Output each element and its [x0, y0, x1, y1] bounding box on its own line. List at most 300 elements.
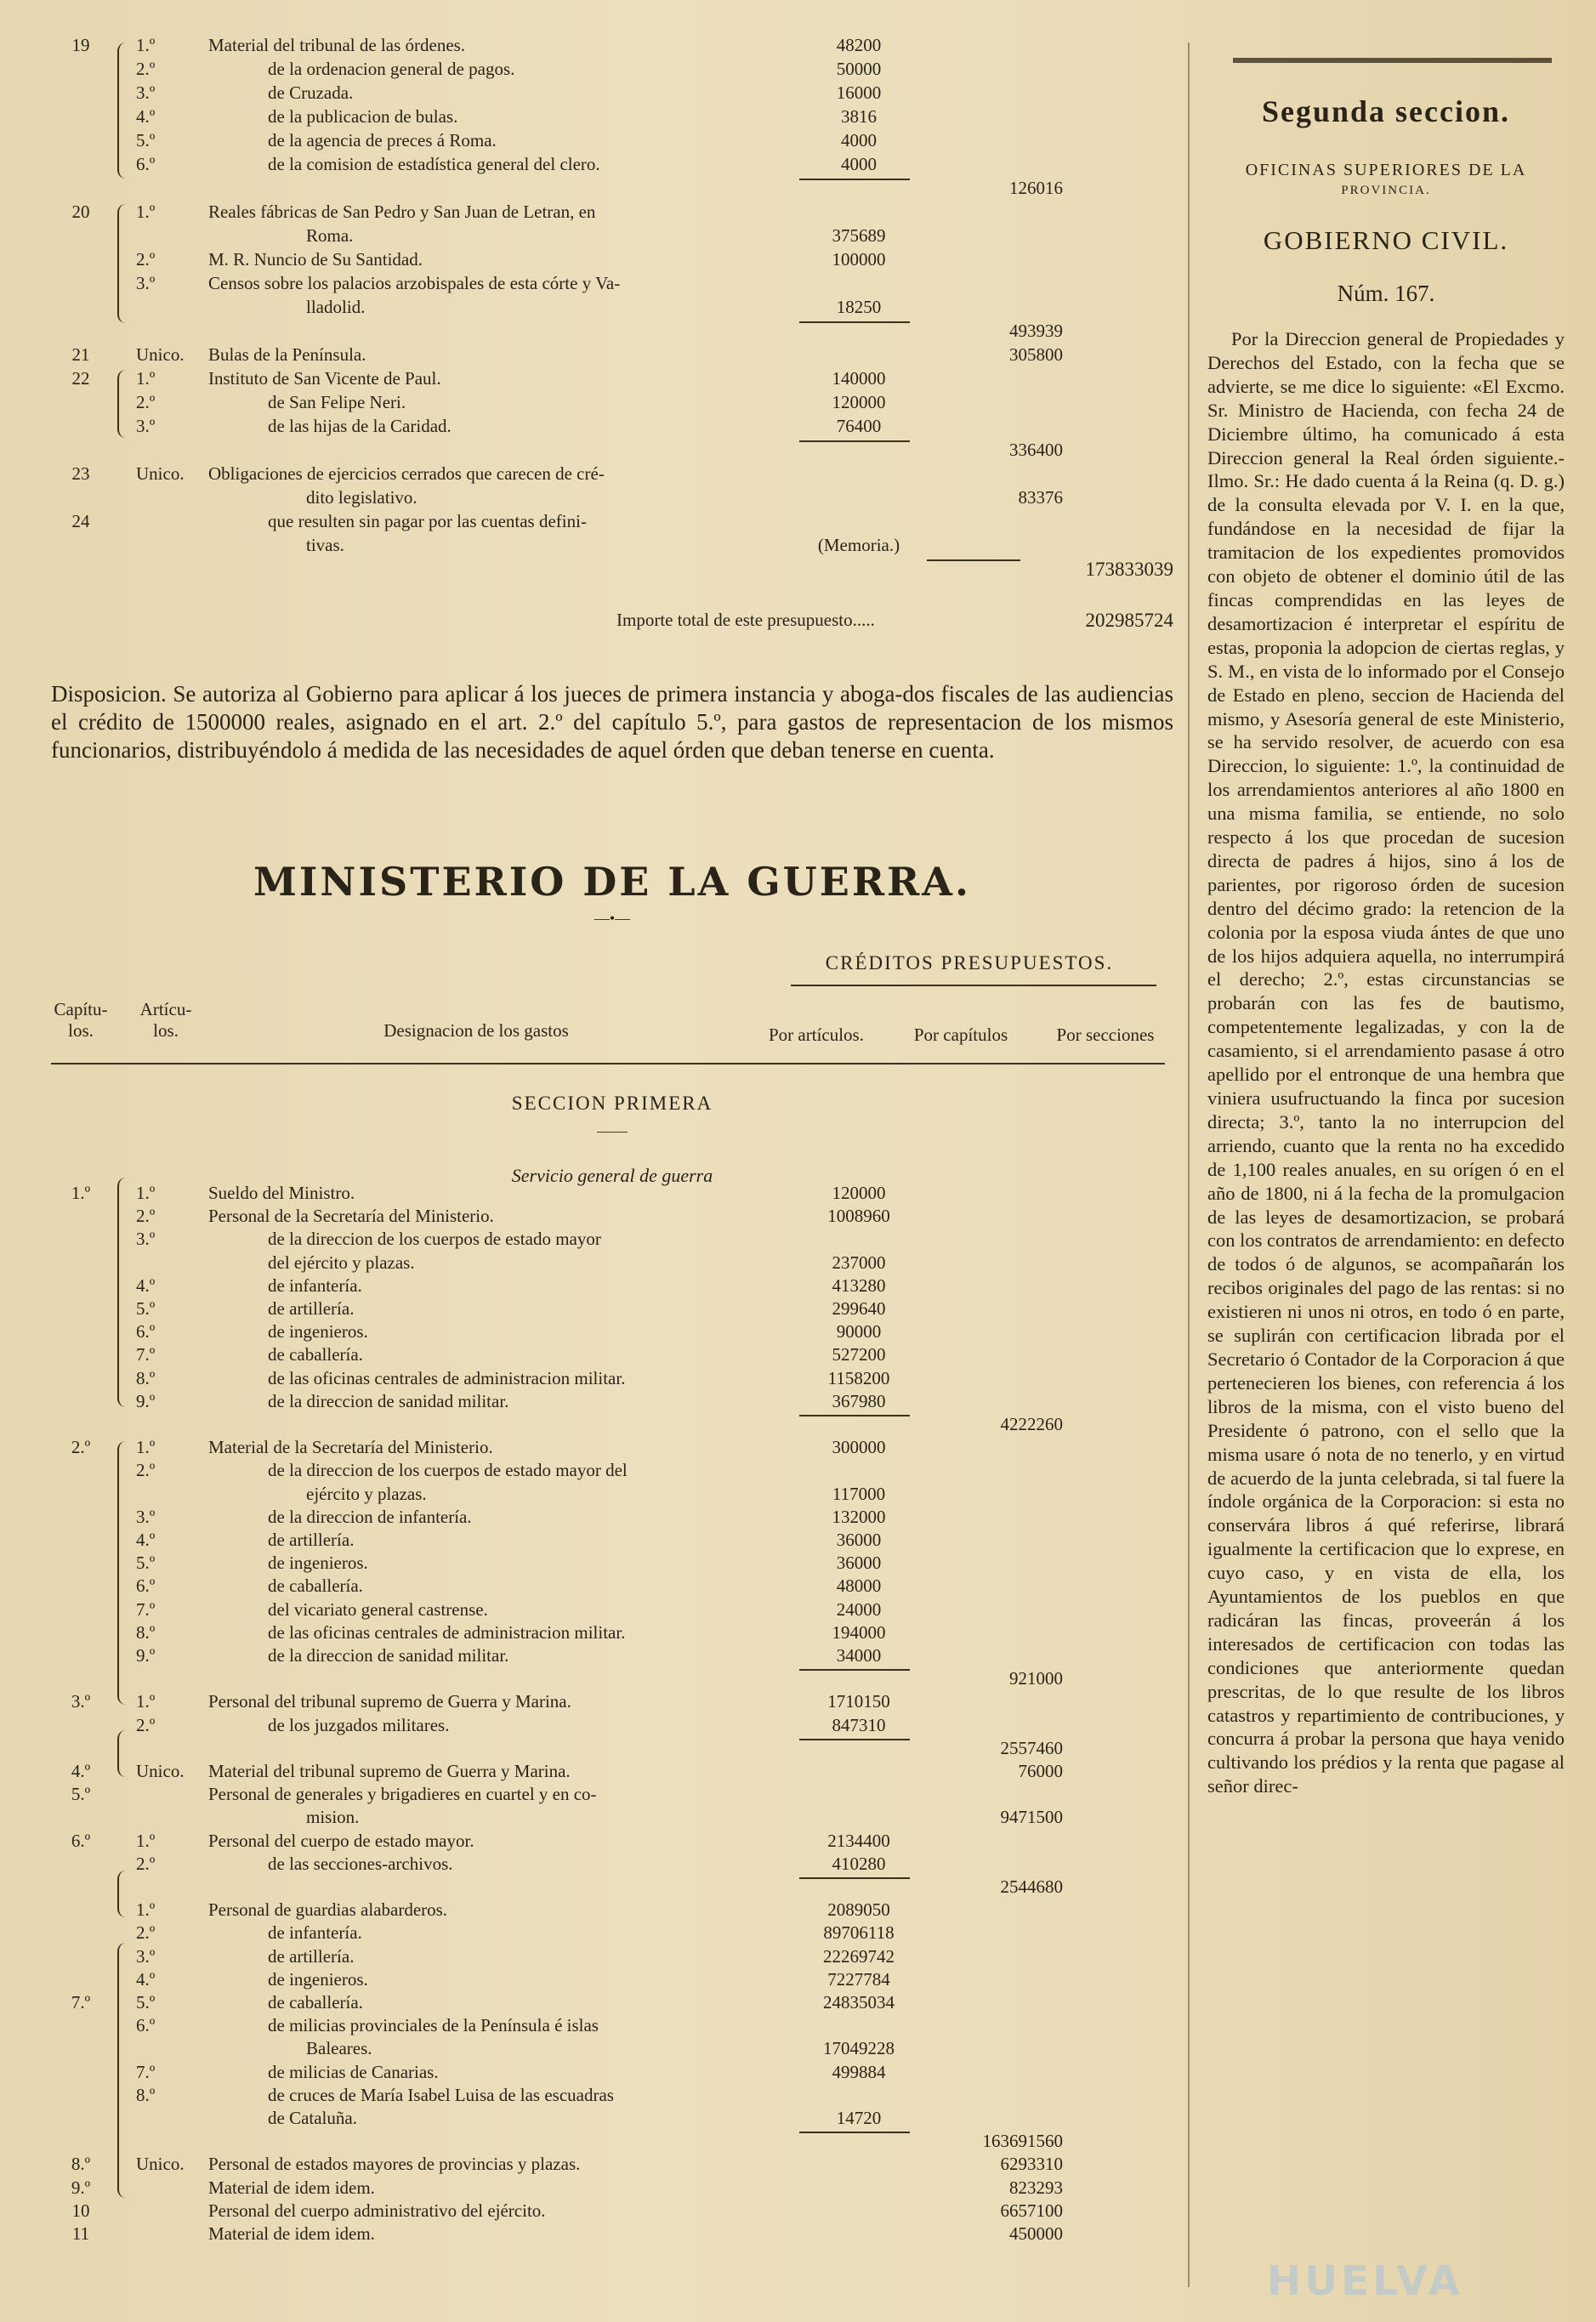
- designacion-cell: Material de idem idem.: [208, 2177, 375, 2198]
- section-subtitle: [1207, 157, 1565, 198]
- designacion-cell: de caballería.: [268, 1575, 363, 1597]
- brace-cap-2: [117, 1441, 131, 1705]
- capitulo-cell: 19: [71, 35, 90, 55]
- por-articulos-cell: 4000: [841, 154, 877, 174]
- budget-row: [51, 1182, 1173, 1205]
- designacion-cell: Baleares.: [306, 2038, 372, 2059]
- articulo-cell: 5.º: [136, 1298, 156, 1319]
- capitulo-cell: 10: [71, 2200, 90, 2221]
- articulo-cell: 1.º: [136, 35, 156, 55]
- decree-text: Por la Direccion general de Propiedades y Derechos del Estado, con la fecha que se advierte, se me dice lo siguiente: «El Excmo. Sr. Ministro de Hacienda, con fecha 24 de Diciembre último, ha comunicado á esta Direccion general la Real órden siguiente.-Ilmo. Sr.: He dado cuenta á la Reina (q. D. g.) de la consulta elevada por V. I. en la que, fundándose en la necesidad de fijar la tramitacion de los expedientes promovidos con objeto de obtener el dominio útil de las fincas comprendidas en las leyes de desamortizacion é interpretar el espíritu de estas, proponia la adopcion de ciertas reglas, y S. M., en vista de lo informado por el Consejo de Estado en pleno, seccion de Hacienda del mismo, y Asesoría general de este Ministerio, se ha servido resolver, de acuerdo con esa Direccion, lo siguiente: 1.º, la continuidad de los arrendamientos anteriores al año 1800 en una misma familia, se entiende, no solo respecto á los que procedan de sucesion directa de padres á hijos, sino á los de parientes, por rigoroso órden de sucesion dentro del décimo grado: la retencion de la colonia por la esposa viuda ántes de que uno de los hijos adquiera aquella, no interrumpirá el derecho; 2.º, estas circunstancias se probarán con las fes de bautismo, competentemente legalizadas, y con la de casamiento, si el arrendamiento pasase á otro apellido por el entronque de una hembra que viniera usufructuando la finca por sucesion directa; 3.º, tanto la no interrupcion del arriendo, cuanto que la renta no ha excedido de 1,100 reales anuales, en su orígen ó en el año de 1800, ni á la fecha de la promulgacion de las leyes de desamortizacion, se probará con los contratos de arrendamiento: en defecto de todos ó de algunos, se acompañarán los recibos originales del pago de las rentas: si no existieren ni unos ni otros, en todo ó en parte, se suplirán con certificacion librada por el Secretario ó Contador de la Corporacion á que pertenecieren los bienes, con referencia á los libros de la misma, con el visto bueno del Presidente ó patrono, con el sello que la misma usare ó nota de no tenerlo, y en virtud de acuerdo de la junta celebrada, si tal fuere la índole orgánica de la Corporacion: si esta no conservára libros á qué referirse, librará igualmente la certificacion que lo exprese, en cuyo caso, y en vista de ella, los Ayuntamientos de los pueblos en que radicáran las fincas, proveerán á los interesados de certificacion con todas las condiciones que anteriormente quedan prescritas, de lo que resulte de los libros catastros y repartimiento de contribuciones, y concurra á probar la persona que haya venido cultivando los prédios y la renta que pagase al señor direc-: [1207, 328, 1565, 1797]
- designacion-cell: Material de la Secretaría del Ministerio.: [208, 1437, 493, 1458]
- articulo-cell: 5.º: [136, 130, 156, 150]
- subtitle-line-1: OFICINAS SUPERIORES DE LA: [1245, 161, 1527, 179]
- subtotal-rule: [799, 1739, 910, 1740]
- designacion-cell: Instituto de San Vicente de Paul.: [208, 368, 441, 389]
- designacion-cell: de la direccion de los cuerpos de estado mayor: [268, 1229, 601, 1250]
- por-articulos-cell: 90000: [836, 1321, 882, 1343]
- capitulo-cell: 9.º: [71, 2177, 91, 2198]
- ministry-title: MINISTERIO DE LA GUERRA.: [253, 859, 971, 905]
- articulo-cell: Unico.: [136, 463, 185, 484]
- articulo-cell: 2.º: [136, 1853, 156, 1874]
- capitulo-cell: 2.º: [71, 1437, 91, 1458]
- designacion-cell: Personal del cuerpo de estado mayor.: [208, 1830, 474, 1851]
- articulo-cell: Unico.: [136, 1761, 185, 1781]
- designacion-cell: Personal del cuerpo administrativo del ejército.: [208, 2200, 546, 2221]
- por-articulos-cell: 48200: [836, 35, 882, 55]
- por-articulos-cell: 22269742: [823, 1945, 895, 1967]
- budget-row: [51, 1783, 1173, 1806]
- articulo-cell: 8.º: [136, 1621, 156, 1643]
- por-capitulos-cell: 4222260: [1000, 1414, 1063, 1434]
- por-capitulos-cell: 2544680: [1000, 1876, 1063, 1897]
- por-articulos-cell: 16000: [836, 82, 882, 103]
- budget-row: [51, 1529, 1173, 1552]
- designacion-cell: de la direccion de sanidad militar.: [268, 1390, 509, 1411]
- budget-row: [51, 1275, 1173, 1297]
- budget-row: [51, 1390, 1173, 1413]
- designacion-cell: tivas.: [306, 535, 344, 555]
- budget-row: [51, 343, 1173, 366]
- articulo-cell: 4.º: [136, 1968, 156, 1990]
- articulo-cell: 3.º: [136, 1229, 156, 1250]
- por-capitulos-cell: 450000: [1009, 2223, 1063, 2244]
- designacion-cell: del ejército y plazas.: [268, 1252, 415, 1273]
- budget-row: [51, 1945, 1173, 1968]
- capitulo-cell: 4.º: [71, 1761, 91, 1781]
- budget-row: [51, 2153, 1173, 2176]
- budget-row: [51, 1644, 1173, 1667]
- designacion-cell: mision.: [306, 1807, 360, 1828]
- budget-row: [51, 34, 1173, 57]
- articulo-cell: 1.º: [136, 1183, 156, 1203]
- designacion-cell: de los juzgados militares.: [268, 1714, 450, 1735]
- designacion-cell: de ingenieros.: [268, 1321, 368, 1343]
- budget-row: [51, 1483, 1173, 1506]
- subtotal-rule: [927, 559, 1020, 561]
- budget-row: [51, 153, 1173, 176]
- articulo-cell: 4.º: [136, 1530, 156, 1550]
- por-capitulos-cell: 305800: [1009, 344, 1063, 365]
- budget-row: [51, 439, 1173, 462]
- articulo-cell: 8.º: [136, 1367, 156, 1388]
- brace-cap-7: [117, 1943, 131, 2198]
- designacion-cell: Material del tribunal de las órdenes.: [208, 35, 466, 55]
- budget-row: [51, 391, 1173, 414]
- budget-row: [51, 1413, 1173, 1436]
- budget-row: [51, 2107, 1173, 2130]
- capitulo-cell: 22: [71, 368, 90, 389]
- header-por-articulos: Por artículos.: [769, 1025, 864, 1045]
- designacion-cell: de la agencia de preces á Roma.: [268, 130, 497, 150]
- designacion-cell: de las oficinas centrales de administracion militar.: [268, 1621, 626, 1643]
- designacion-cell: de infantería.: [268, 1275, 362, 1296]
- por-articulos-cell: 36000: [836, 1553, 882, 1574]
- articulo-cell: Unico.: [136, 2154, 185, 2175]
- seccion-divider: ——: [597, 1122, 628, 1139]
- creditos-header: CRÉDITOS PRESUPUESTOS.: [825, 952, 1114, 974]
- budget-row: [51, 105, 1173, 128]
- budget-row: [51, 1228, 1173, 1251]
- capitulo-cell: 3.º: [71, 1691, 91, 1712]
- articulo-cell: 7.º: [136, 1598, 156, 1620]
- capitulo-cell: 5.º: [71, 1784, 91, 1805]
- articulo-cell: 4.º: [136, 1275, 156, 1296]
- brace-cap-1: [117, 1178, 131, 1407]
- por-capitulos-cell: 336400: [1009, 440, 1063, 460]
- budget-row: [51, 1806, 1173, 1829]
- por-articulos-cell: 413280: [832, 1275, 886, 1296]
- ornament-divider: —•—: [594, 910, 631, 927]
- designacion-cell: de artillería.: [268, 1298, 355, 1319]
- designacion-cell: de milicias provinciales de la Península é islas: [268, 2015, 599, 2036]
- subtotal-rule: [799, 1877, 910, 1879]
- por-articulos-cell: 89706118: [823, 1922, 895, 1944]
- budget-row: [51, 2061, 1173, 2084]
- por-articulos-cell: 4000: [841, 130, 877, 150]
- budget-row: [51, 1506, 1173, 1529]
- budget-row: [51, 201, 1173, 224]
- por-capitulos-cell: 2557460: [1000, 1737, 1063, 1758]
- por-articulos-cell: 527200: [832, 1344, 886, 1365]
- importe-value: 202985724: [1085, 610, 1173, 631]
- brace-cap-6: [117, 1871, 131, 1917]
- capitulo-cell: 11: [71, 2223, 90, 2244]
- capitulo-cell: 20: [71, 202, 90, 222]
- designacion-cell: ejército y plazas.: [306, 1483, 427, 1504]
- budget-row: [51, 1205, 1173, 1228]
- articulo-cell: 2.º: [136, 392, 156, 412]
- budget-row: [51, 510, 1173, 533]
- designacion-cell: de la direccion de los cuerpos de estado mayor del: [268, 1460, 628, 1481]
- por-capitulos-cell: 83376: [1018, 487, 1063, 508]
- articulo-cell: 7.º: [136, 2061, 156, 2082]
- por-capitulos-cell: 493939: [1009, 321, 1063, 341]
- budget-row: [51, 1876, 1173, 1899]
- articulo-cell: 3.º: [136, 1506, 156, 1527]
- por-articulos-cell: 299640: [832, 1298, 886, 1319]
- articulo-cell: 6.º: [136, 1575, 156, 1597]
- budget-row: [51, 1760, 1173, 1783]
- budget-row: [51, 248, 1173, 271]
- decree-body: [1207, 327, 1565, 1798]
- budget-row: [51, 1922, 1173, 1944]
- articulo-cell: 4.º: [136, 106, 156, 127]
- designacion-cell: Material de idem idem.: [208, 2223, 375, 2244]
- articulo-cell: 2.º: [136, 1714, 156, 1735]
- brace-cap-3: [117, 1730, 131, 1777]
- header-top-rule: [791, 985, 1156, 986]
- budget-row: [51, 1598, 1173, 1621]
- por-articulos-cell: 48000: [836, 1575, 882, 1597]
- por-articulos-cell: 300000: [832, 1437, 886, 1458]
- por-articulos-cell: 2134400: [827, 1830, 890, 1851]
- articulo-cell: 3.º: [136, 273, 156, 293]
- articulo-cell: 1.º: [136, 1830, 156, 1851]
- por-articulos-cell: 24000: [836, 1598, 882, 1620]
- budget-row: [51, 1853, 1173, 1876]
- budget-row: [51, 1459, 1173, 1482]
- por-articulos-cell: 18250: [836, 297, 882, 317]
- por-capitulos-cell: 126016: [1009, 178, 1063, 198]
- designacion-cell: Roma.: [306, 225, 354, 246]
- por-capitulos-cell: 921000: [1009, 1668, 1063, 1689]
- budget-row: [51, 1667, 1173, 1690]
- por-capitulos-cell: 76000: [1018, 1761, 1063, 1781]
- budget-row: [51, 177, 1173, 200]
- por-capitulos-cell: 823293: [1009, 2177, 1063, 2198]
- budget-row: [51, 558, 1173, 581]
- capitulo-cell: 23: [71, 463, 90, 484]
- designacion-cell: Censos sobre los palacios arzobispales de esta córte y Va-: [208, 273, 621, 293]
- por-articulos-cell: 3816: [841, 106, 877, 127]
- designacion-cell: Personal del tribunal supremo de Guerra y Marina.: [208, 1691, 571, 1712]
- budget-row: [51, 1252, 1173, 1275]
- articulo-cell: 6.º: [136, 154, 156, 174]
- articulo-cell: 3.º: [136, 1945, 156, 1967]
- designacion-cell: Personal de la Secretaría del Ministerio.: [208, 1206, 494, 1227]
- designacion-cell: Bulas de la Península.: [208, 344, 366, 365]
- designacion-cell: de la direccion de infantería.: [268, 1506, 472, 1527]
- por-articulos-cell: 76400: [836, 416, 882, 436]
- designacion-cell: de San Felipe Neri.: [268, 392, 406, 412]
- library-watermark: HUELVA: [1267, 2257, 1463, 2305]
- budget-row: [51, 463, 1173, 485]
- header-bottom-rule: [51, 1063, 1165, 1064]
- por-articulos-cell: 120000: [832, 1183, 886, 1203]
- por-capitulos-cell: 6657100: [1000, 2200, 1063, 2221]
- designacion-cell: Sueldo del Ministro.: [208, 1183, 355, 1203]
- designacion-cell: Personal de estados mayores de provincias y plazas.: [208, 2154, 581, 2175]
- articulo-cell: 2.º: [136, 249, 156, 270]
- designacion-cell: de artillería.: [268, 1945, 355, 1967]
- capitulo-cell: 24: [71, 511, 90, 531]
- designacion-cell: de cruces de María Isabel Luisa de las escuadras: [268, 2084, 614, 2105]
- brace-cap-22: [117, 370, 131, 438]
- por-articulos-cell: 50000: [836, 59, 882, 79]
- subtotal-rule: [799, 1415, 910, 1416]
- articulo-cell: 2.º: [136, 1922, 156, 1944]
- por-articulos-cell: 1710150: [827, 1691, 890, 1712]
- gobierno-civil-heading: GOBIERNO CIVIL.: [1263, 225, 1509, 255]
- designacion-cell: de ingenieros.: [268, 1968, 368, 1990]
- articulo-cell: 2.º: [136, 1206, 156, 1227]
- subtotal-rule: [799, 1669, 910, 1671]
- capitulo-cell: 8.º: [71, 2154, 91, 2175]
- designacion-cell: de Cataluña.: [268, 2108, 357, 2128]
- budget-row: [51, 296, 1173, 319]
- por-articulos-cell: 375689: [832, 225, 886, 246]
- budget-row: [51, 486, 1173, 509]
- section-title: Segunda seccion.: [1261, 94, 1511, 128]
- budget-row: [51, 1714, 1173, 1737]
- por-articulos-cell: 132000: [832, 1506, 886, 1527]
- designacion-cell: de la publicacion de bulas.: [268, 106, 458, 127]
- capitulo-cell: 6.º: [71, 1830, 91, 1851]
- brace-cap-19: [117, 43, 131, 179]
- designacion-cell: de Cruzada.: [268, 82, 354, 103]
- budget-row: [51, 2177, 1173, 2200]
- designacion-cell: M. R. Nuncio de Su Santidad.: [208, 249, 423, 270]
- por-articulos-cell: 24835034: [823, 1992, 895, 2013]
- articulo-cell: 9.º: [136, 1645, 156, 1666]
- budget-row: [51, 320, 1173, 343]
- designacion-cell: de infantería.: [268, 1922, 362, 1944]
- designacion-cell: lladolid.: [306, 297, 366, 317]
- budget-row: [51, 1552, 1173, 1575]
- budget-row: [51, 1991, 1173, 2014]
- header-designacion: Designacion de los gastos: [383, 1020, 569, 1041]
- capitulo-cell: 7.º: [71, 1992, 91, 2013]
- por-articulos-cell: 237000: [832, 1252, 886, 1273]
- designacion-cell: de la comision de estadística general del clero.: [268, 154, 600, 174]
- designacion-cell: de ingenieros.: [268, 1553, 368, 1574]
- capitulo-cell: 1.º: [71, 1183, 91, 1203]
- designacion-cell: de caballería.: [268, 1344, 363, 1365]
- por-articulos-cell: 410280: [832, 1853, 886, 1874]
- por-articulos-cell: 140000: [832, 368, 886, 389]
- budget-row: [51, 534, 1173, 557]
- budget-row: [51, 224, 1173, 247]
- budget-row: [51, 1367, 1173, 1390]
- articulo-cell: 6.º: [136, 1321, 156, 1343]
- articulo-cell: 1.º: [136, 1899, 156, 1921]
- por-articulos-cell: 17049228: [823, 2038, 895, 2059]
- designacion-cell: de las hijas de la Caridad.: [268, 416, 452, 436]
- articulo-cell: 1.º: [136, 368, 156, 389]
- budget-row: [51, 1575, 1173, 1598]
- header-capitulos: Capítu-los.: [54, 999, 108, 1041]
- designacion-cell: de artillería.: [268, 1530, 355, 1550]
- budget-row: [51, 2200, 1173, 2223]
- por-articulos-cell: 14720: [836, 2108, 882, 2128]
- por-articulos-cell: 499884: [832, 2061, 886, 2082]
- por-capitulos-cell: 163691560: [982, 2131, 1063, 2152]
- designacion-cell: del vicariato general castrense.: [268, 1598, 488, 1620]
- top-rule: [1233, 58, 1552, 63]
- articulo-cell: 1.º: [136, 202, 156, 222]
- budget-row: [51, 1320, 1173, 1343]
- por-articulos-cell: 847310: [832, 1714, 886, 1735]
- budget-row: [51, 1297, 1173, 1320]
- por-articulos-cell: 194000: [832, 1621, 886, 1643]
- subtitle-line-2: PROVINCIA.: [1341, 184, 1431, 197]
- column-divider: [1188, 43, 1190, 2287]
- por-articulos-cell: 1008960: [827, 1206, 890, 1227]
- header-articulos: Artícu-los.: [139, 999, 192, 1041]
- right-column: [1207, 34, 1565, 2296]
- articulo-cell: 3.º: [136, 416, 156, 436]
- articulo-cell: 5.º: [136, 1553, 156, 1574]
- por-articulos-cell: 120000: [832, 392, 886, 412]
- articulo-cell: 8.º: [136, 2084, 156, 2105]
- designacion-cell: Obligaciones de ejercicios cerrados que carecen de cré-: [208, 463, 605, 484]
- por-articulos-cell: 117000: [832, 1483, 886, 1504]
- por-articulos-cell: 367980: [832, 1390, 886, 1411]
- por-articulos-cell: 100000: [832, 249, 886, 270]
- por-articulos-cell: 36000: [836, 1530, 882, 1550]
- articulo-cell: 6.º: [136, 2015, 156, 2036]
- por-articulos-cell: (Memoria.): [817, 535, 900, 555]
- budget-row: [51, 1621, 1173, 1644]
- por-articulos-cell: 1158200: [827, 1367, 890, 1388]
- budget-row: [51, 82, 1173, 105]
- designacion-cell: de las secciones-archivos.: [268, 1853, 453, 1874]
- budget-row: [51, 2223, 1173, 2245]
- budget-row: [51, 1968, 1173, 1991]
- decree-number: Núm. 167.: [1337, 281, 1435, 306]
- designacion-cell: Reales fábricas de San Pedro y San Juan de Letran, en: [208, 202, 596, 222]
- articulo-cell: Unico.: [136, 344, 185, 365]
- designacion-cell: de caballería.: [268, 1992, 363, 2013]
- por-secciones-cell: 173833039: [1085, 559, 1173, 580]
- disposicion-paragraph: Disposicion. Se autoriza al Gobierno para aplicar á los jueces de primera instancia y aboga-dos fiscales de las audiencias el crédito de 1500000 reales, asignado en el art. 2.º del capítulo 5.º, para gastos de representacion de los mismos funcionarios, distribuyéndolo á medida de las necesidades de aquel órden que deban tenerse en cuenta.: [51, 681, 1173, 763]
- por-articulos-cell: 2089050: [827, 1899, 890, 1921]
- budget-row: [51, 1343, 1173, 1366]
- importe-total-row: [51, 609, 1173, 632]
- designacion-cell: Material del tribunal supremo de Guerra y Marina.: [208, 1761, 571, 1781]
- articulo-cell: 2.º: [136, 1460, 156, 1481]
- budget-row: [51, 1830, 1173, 1853]
- designacion-cell: Personal de generales y brigadieres en cuartel y en co-: [208, 1784, 597, 1805]
- designacion-cell: de la ordenacion general de pagos.: [268, 59, 515, 79]
- subtotal-rule: [799, 2132, 910, 2133]
- articulo-cell: 2.º: [136, 59, 156, 79]
- importe-label: Importe total de este presupuesto.....: [616, 610, 875, 630]
- articulo-cell: 1.º: [136, 1691, 156, 1712]
- por-capitulos-cell: 9471500: [1000, 1807, 1063, 1828]
- subtotal-rule: [799, 321, 910, 323]
- budget-row: [51, 129, 1173, 152]
- por-articulos-cell: 7227784: [827, 1968, 890, 1990]
- designacion-cell: dito legislativo.: [306, 487, 417, 508]
- articulo-cell: 9.º: [136, 1390, 156, 1411]
- budget-row: [51, 415, 1173, 438]
- header-por-capitulos: Por capítulos: [913, 1025, 1008, 1045]
- budget-row: [51, 2130, 1173, 2153]
- budget-row: [51, 2084, 1173, 2107]
- seccion-primera: SECCION PRIMERA: [511, 1093, 713, 1114]
- designacion-cell: Personal de guardias alabarderos.: [208, 1899, 448, 1921]
- budget-row: [51, 58, 1173, 81]
- articulo-cell: 7.º: [136, 1344, 156, 1365]
- budget-row: [51, 1737, 1173, 1760]
- articulo-cell: 5.º: [136, 1992, 156, 2013]
- designacion-cell: de milicias de Canarias.: [268, 2061, 439, 2082]
- budget-row: [51, 2037, 1173, 2060]
- articulo-cell: 3.º: [136, 82, 156, 103]
- designacion-cell: que resulten sin pagar por las cuentas defini-: [268, 511, 587, 531]
- articulo-cell: 1.º: [136, 1437, 156, 1458]
- por-capitulos-cell: 6293310: [1000, 2154, 1063, 2175]
- servicio-general: Servicio general de guerra: [511, 1165, 713, 1186]
- designacion-cell: de la direccion de sanidad militar.: [268, 1645, 509, 1666]
- header-por-secciones: Por secciones: [1056, 1025, 1155, 1045]
- budget-row: [51, 367, 1173, 390]
- left-column: [51, 34, 1173, 2296]
- budget-row: [51, 1899, 1173, 1922]
- subtotal-rule: [799, 440, 910, 442]
- budget-row: [51, 1690, 1173, 1713]
- budget-row: [51, 1436, 1173, 1459]
- brace-cap-20: [117, 204, 131, 323]
- budget-row: [51, 2014, 1173, 2037]
- por-articulos-cell: 34000: [836, 1645, 882, 1666]
- capitulo-cell: 21: [71, 344, 90, 365]
- subtotal-rule: [799, 179, 910, 180]
- designacion-cell: de las oficinas centrales de administracion militar.: [268, 1367, 626, 1388]
- budget-row: [51, 272, 1173, 295]
